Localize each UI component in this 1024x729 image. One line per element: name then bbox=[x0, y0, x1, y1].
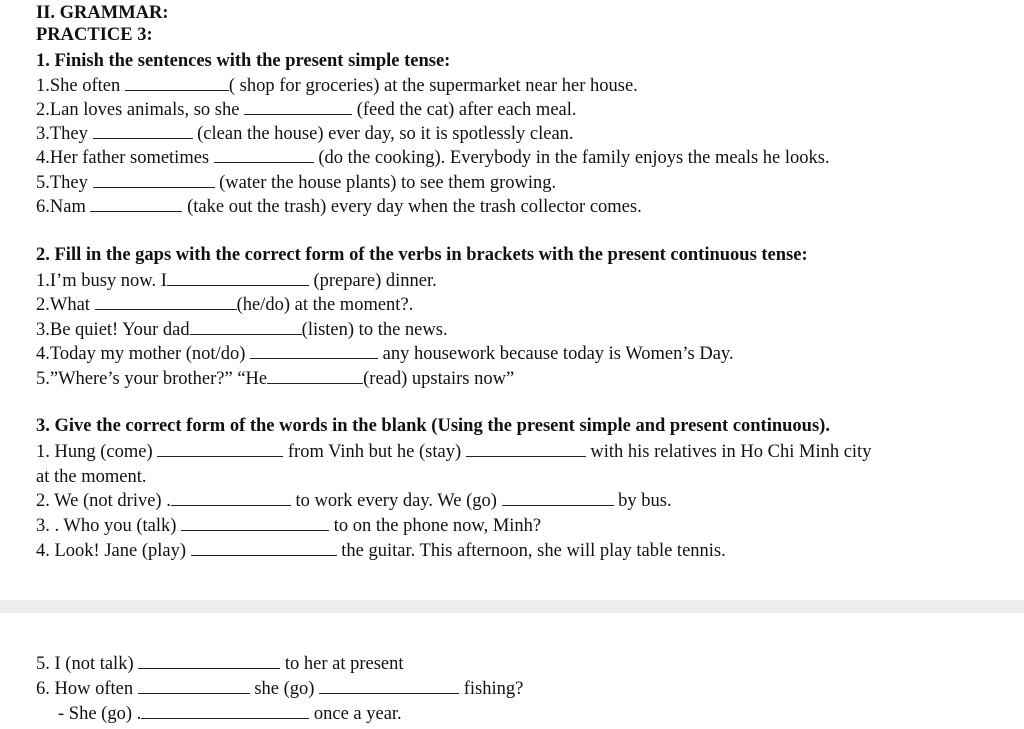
exercise-3-title: 3. Give the correct form of the words in the blank (Using the present simple and present continuous). bbox=[36, 416, 830, 436]
answer-blank[interactable] bbox=[171, 490, 291, 506]
answer-blank[interactable] bbox=[125, 75, 229, 91]
answer-blank[interactable] bbox=[138, 678, 250, 694]
ex1-line-2-end: (feed the cat) after each meal. bbox=[352, 100, 577, 120]
ex1-line-2-start: 2.Lan loves animals, so she bbox=[36, 100, 245, 120]
ex2-line-1-start: 1.I’m busy now. I bbox=[36, 271, 167, 291]
ex2-line-5 bbox=[36, 368, 514, 390]
answer-blank[interactable] bbox=[141, 703, 309, 719]
ex1-line-1-start: 1.She often bbox=[36, 76, 125, 96]
ex1-line-3-start: 3.They bbox=[36, 124, 93, 144]
ex3-line-7-start: - She (go) . bbox=[58, 704, 142, 724]
ex3-line-4-start: 4. Look! Jane (play) bbox=[36, 541, 191, 561]
ex3-line-1-middle: from Vinh but he (stay) bbox=[283, 442, 466, 462]
answer-blank[interactable] bbox=[190, 319, 302, 335]
ex3-line-1-start: 1. Hung (come) bbox=[36, 442, 158, 462]
ex1-line-4-end: (do the cooking). Everybody in the family enjoys the meals he looks. bbox=[313, 148, 830, 168]
ex3-line-4 bbox=[36, 540, 726, 562]
ex1-line-6-end: (take out the trash) every day when the trash collector comes. bbox=[182, 197, 642, 217]
ex2-line-4-end: any housework because today is Women’s Day. bbox=[378, 344, 734, 364]
answer-blank[interactable] bbox=[95, 294, 237, 310]
answer-blank[interactable] bbox=[93, 123, 193, 139]
ex3-line-1 bbox=[36, 441, 871, 463]
ex1-line-5-start: 5.They bbox=[36, 173, 93, 193]
ex2-line-4-start: 4.Today my mother (not/do) bbox=[36, 344, 250, 364]
answer-blank[interactable] bbox=[138, 653, 280, 669]
answer-blank[interactable] bbox=[214, 147, 314, 163]
answer-blank[interactable] bbox=[267, 368, 363, 384]
ex3-line-4-end: the guitar. This afternoon, she will play table tennis. bbox=[336, 541, 726, 561]
answer-blank[interactable] bbox=[181, 515, 329, 531]
ex3-line-6 bbox=[36, 678, 523, 700]
exercise-2-title: 2. Fill in the gaps with the correct form of the verbs in brackets with the present continuous tense: bbox=[36, 245, 808, 265]
section-heading: II. GRAMMAR: bbox=[36, 3, 169, 23]
worksheet-page-bottom bbox=[0, 613, 1024, 729]
ex3-line-1-end: with his relatives in Ho Chi Minh city bbox=[585, 442, 872, 462]
ex3-line-5-end: to her at present bbox=[280, 654, 404, 674]
ex1-line-1 bbox=[36, 75, 638, 97]
answer-blank[interactable] bbox=[93, 172, 215, 188]
ex1-line-5 bbox=[36, 172, 556, 194]
ex1-line-6 bbox=[36, 196, 642, 218]
practice-heading: PRACTICE 3: bbox=[36, 25, 153, 45]
answer-blank[interactable] bbox=[191, 540, 337, 556]
ex2-line-2-end: (he/do) at the moment?. bbox=[236, 295, 414, 315]
ex1-line-1-end: ( shop for groceries) at the supermarket near her house. bbox=[228, 76, 638, 96]
exercise-1-title: 1. Finish the sentences with the present simple tense: bbox=[36, 51, 451, 71]
ex3-line-3-end: to on the phone now, Minh? bbox=[329, 516, 542, 536]
answer-blank[interactable] bbox=[167, 270, 309, 286]
ex2-line-3-start: 3.Be quiet! Your dad bbox=[36, 320, 190, 340]
ex2-line-3-end: (listen) to the news. bbox=[301, 320, 448, 340]
ex3-line-7-end: once a year. bbox=[309, 704, 402, 724]
ex1-line-2 bbox=[36, 99, 577, 121]
ex1-line-4-start: 4.Her father sometimes bbox=[36, 148, 214, 168]
answer-blank[interactable] bbox=[502, 490, 614, 506]
ex3-line-6-end: fishing? bbox=[459, 679, 524, 699]
answer-blank[interactable] bbox=[244, 99, 352, 115]
ex2-line-4 bbox=[36, 343, 734, 365]
answer-blank[interactable] bbox=[157, 441, 283, 457]
ex3-line-1-continued: at the moment. bbox=[36, 467, 147, 487]
ex1-line-3 bbox=[36, 123, 574, 145]
ex3-line-6-start: 6. How often bbox=[36, 679, 138, 699]
ex2-line-1 bbox=[36, 270, 437, 292]
ex3-line-7 bbox=[58, 703, 402, 725]
answer-blank[interactable] bbox=[466, 441, 586, 457]
ex3-line-5 bbox=[36, 653, 404, 675]
ex1-line-6-start: 6.Nam bbox=[36, 197, 91, 217]
answer-blank[interactable] bbox=[90, 196, 182, 212]
ex2-line-2-start: 2.What bbox=[36, 295, 95, 315]
answer-blank[interactable] bbox=[250, 343, 378, 359]
ex2-line-3 bbox=[36, 319, 448, 341]
ex2-line-1-end: (prepare) dinner. bbox=[308, 271, 437, 291]
ex1-line-5-end: (water the house plants) to see them growing. bbox=[214, 173, 557, 193]
ex3-line-2-start: 2. We (not drive) . bbox=[36, 491, 171, 511]
ex2-line-5-start: 5.”Where’s your brother?” “He bbox=[36, 369, 268, 389]
answer-blank[interactable] bbox=[319, 678, 459, 694]
ex2-line-2 bbox=[36, 294, 413, 316]
ex3-line-2-end: by bus. bbox=[613, 491, 672, 511]
ex3-line-3 bbox=[36, 515, 541, 537]
ex1-line-4 bbox=[36, 147, 830, 169]
ex2-line-5-end: (read) upstairs now” bbox=[363, 369, 515, 389]
ex3-line-5-start: 5. I (not talk) bbox=[36, 654, 139, 674]
page-break-divider bbox=[0, 600, 1024, 613]
ex1-line-3-end: (clean the house) ever day, so it is spotlessly clean. bbox=[192, 124, 574, 144]
ex3-line-2-middle: to work every day. We (go) bbox=[290, 491, 502, 511]
ex3-line-6-middle: she (go) bbox=[249, 679, 320, 699]
ex3-line-2 bbox=[36, 490, 672, 512]
ex3-line-3-start: 3. . Who you (talk) bbox=[36, 516, 182, 536]
